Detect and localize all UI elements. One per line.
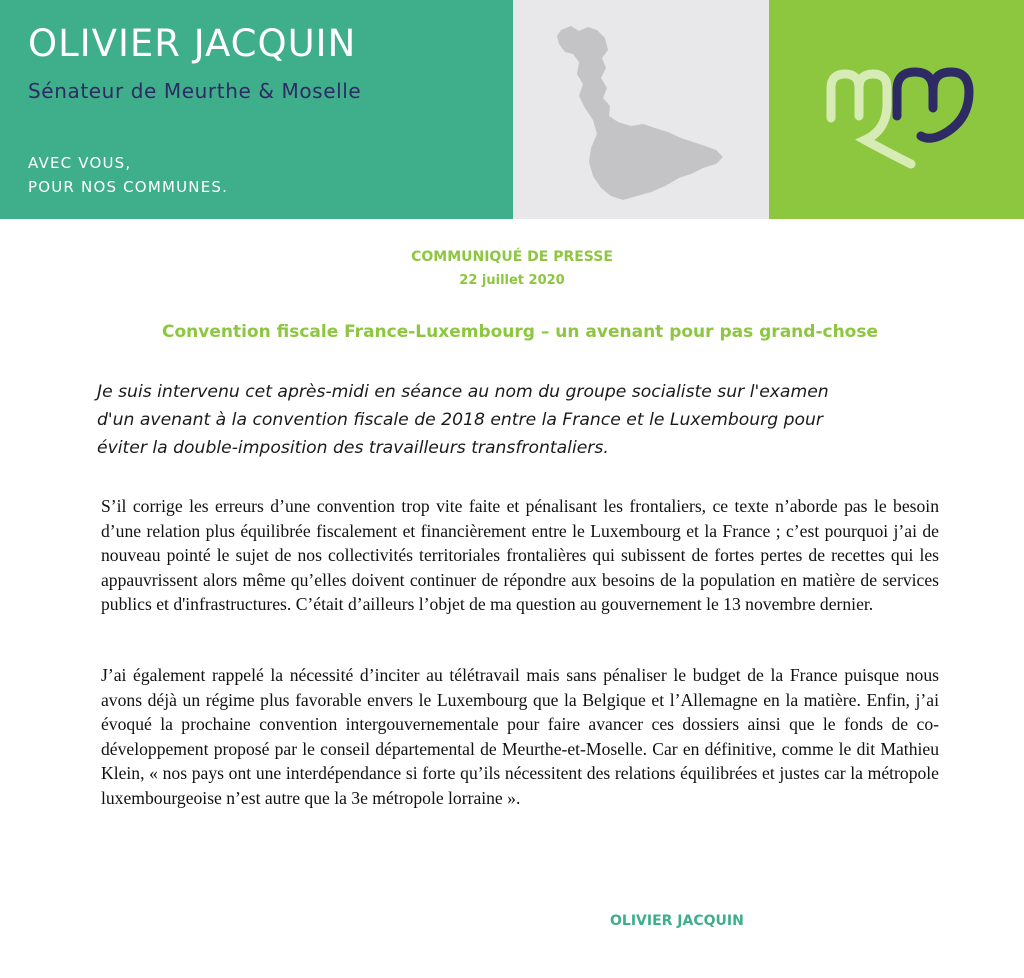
slogan-line-1: AVEC VOUS, [28, 154, 132, 172]
intro-line: d'un avenant à la convention fiscale de 2018 entre la France et le Luxembourg pour [97, 410, 823, 430]
body-paragraph-1: S’il corrige les erreurs d’une convention trop vite faite et pénalisant les frontaliers, ce texte n’aborde pas le besoin d’une relation plus équilibrée fiscalement et financièrement entre le Luxembourg et la France ; c’est pourquoi j’ai de nouveau pointé le sujet de nos collectivités territoriales frontalières qui subissent de fortes pertes de recettes qui les appauvrissent alors même qu’elles doivent continuer de répondre aux besoins de la population en matière de services publics et d'infrastructures. C’était d’ailleurs l’objet de ma question au gouvernement le 13 novembre dernier. [101, 496, 939, 614]
intro-line: Je suis intervenu cet après-midi en séance au nom du groupe socialiste sur l'examen [97, 382, 829, 402]
senator-role: Sénateur de Meurthe & Moselle [28, 79, 362, 103]
press-release-date: 22 juillet 2020 [459, 273, 565, 288]
intro-paragraph [97, 378, 942, 462]
header-banner [0, 0, 1024, 219]
slogan-line-2: POUR NOS COMMUNES. [28, 178, 229, 196]
slogan [28, 151, 228, 199]
intro-line: éviter la double-imposition des travailleurs transfrontaliers. [97, 438, 609, 458]
press-release-title: Convention fiscale France-Luxembourg – un avenant pour pas grand-chose [161, 322, 879, 342]
body-paragraph-2: J’ai également rappelé la nécessité d’inciter au télétravail mais sans pénaliser le budget de la France puisque nous avons déjà un régime plus favorable envers le Luxembourg que la Belgique et l’Allemagne en la matière. Enfin, j’ai évoqué la prochaine convention intergouvernementale pour faire avancer ces dossiers ainsi que le fonds de co-développement proposé par le conseil départemental de Meurthe-et-Moselle. Car en définitive, comme le dit Mathieu Klein, « nos pays ont une interdépendance si forte qu’ils nécessitent des relations équilibrées et justes car la métropole luxembourgeoise n’est autre que la 3e métropole lorraine ». [101, 665, 939, 808]
meurthe-et-moselle-map-icon [513, 0, 769, 219]
signature: OLIVIER JACQUIN [610, 913, 744, 929]
mm-logo-icon [769, 0, 1024, 219]
press-release-label: COMMUNIQUÉ DE PRESSE [411, 249, 613, 265]
senator-name: OLIVIER JACQUIN [28, 22, 357, 65]
